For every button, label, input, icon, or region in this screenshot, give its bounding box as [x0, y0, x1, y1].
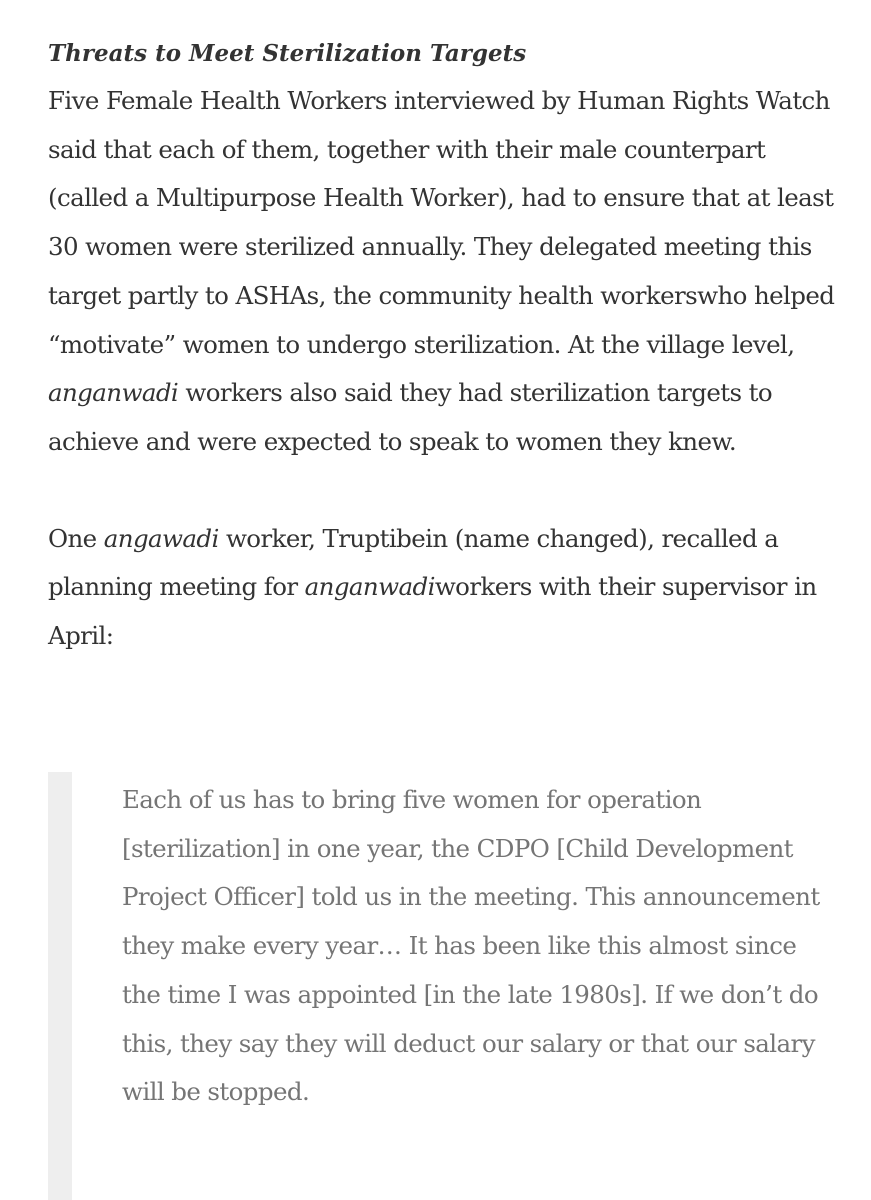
- paragraph-text: One: [48, 523, 104, 553]
- blockquote: [48, 772, 838, 1200]
- blockquote-bar: [48, 772, 72, 1200]
- paragraph-text: worker, Truptibein (name changed), recalled a planning meeting for: [48, 523, 779, 602]
- section-heading: Threats to Meet Sterilization Targets: [48, 40, 527, 67]
- paragraph-text: workers also said they had sterilization targets to achieve and were expected to speak to women they knew.: [48, 378, 773, 456]
- blockquote-text: Each of us has to bring five women for operation [sterilization] in one year, the CDPO [Child Development Project Officer] told us in the meeting. This announcement they make every year… It has been like this almost since the time I was appointed [in the late 1980s]. If we don’t do this, they say they will deduct our salary or that our salary will be stopped.: [122, 785, 820, 1107]
- paragraph-sterilization-targets: [48, 77, 838, 467]
- paragraph-text: Five Female Health Workers interviewed by Human Rights Watch said that each of them, together with their male counterpart (called a Multipurpose Health Worker), had to ensure that at least 30 women were sterilized annually. They delegated meeting this target partly to ASHAs, the community health workerswho helped “motivate” women to undergo sterilization. At the village level,: [48, 86, 835, 359]
- paragraph-text: workers with their supervisor in April:: [48, 572, 817, 651]
- emphasis-term: anganwadi: [304, 572, 435, 602]
- emphasis-term: angawadi: [103, 523, 219, 553]
- article-body: [48, 38, 838, 661]
- emphasis-term: anganwadi: [48, 378, 179, 408]
- paragraph-angawadi-worker: [48, 515, 838, 661]
